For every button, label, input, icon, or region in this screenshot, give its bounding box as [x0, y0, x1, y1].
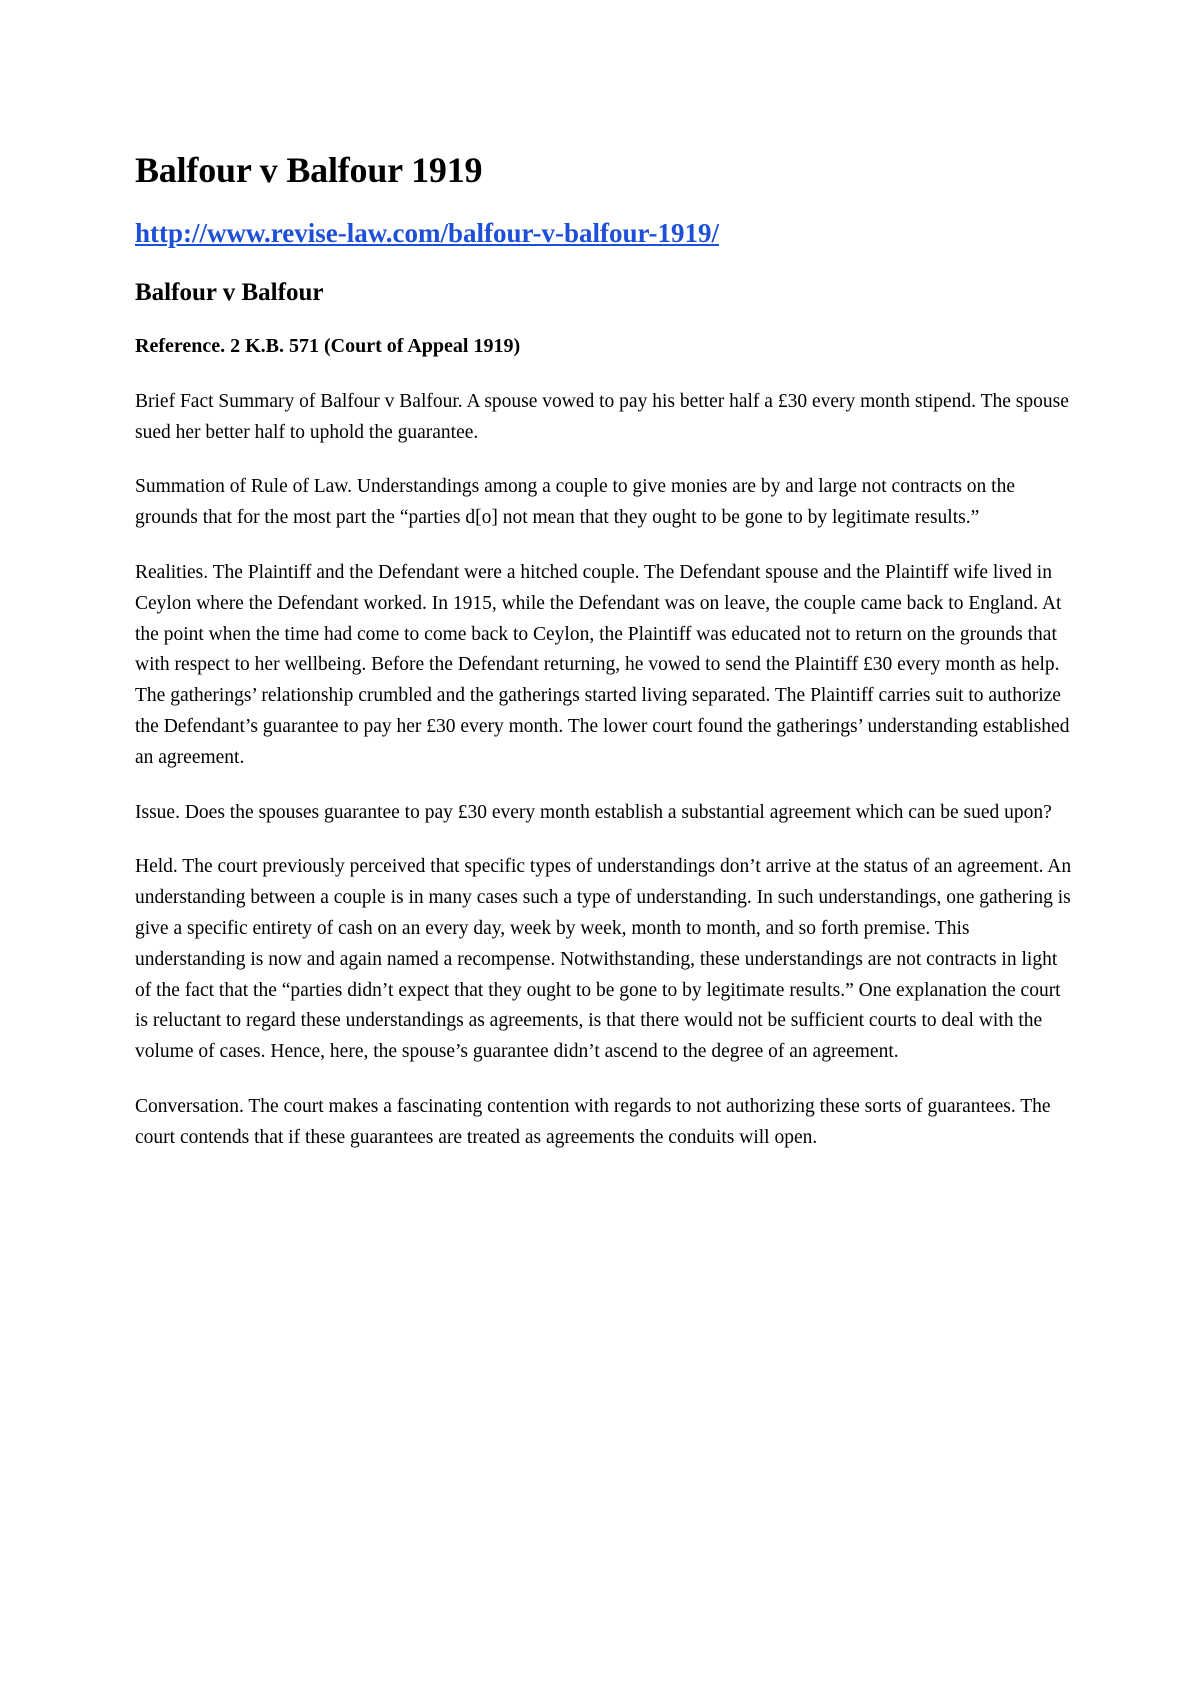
paragraph-rule-of-law: Summation of Rule of Law. Understandings among a couple to give monies are by and large not contracts on the grounds that for the most part the “parties d[o] not mean that they ought to be gone to by legitimate results.”: [135, 476, 1015, 529]
paragraph-issue: Issue. Does the spouses guarantee to pay £30 every month establish a substantial agreement which can be sued upon?: [135, 801, 1052, 823]
page-title: Balfour v Balfour 1919: [135, 150, 483, 190]
paragraph-brief-fact-summary: Brief Fact Summary of Balfour v Balfour. A spouse vowed to pay his better half a £30 every month stipend. The spouse sued her better half to uphold the guarantee.: [135, 390, 1069, 443]
source-url-link[interactable]: http://www.revise-law.com/balfour-v-balfour-1919/: [135, 218, 719, 249]
case-reference-heading: Reference. 2 K.B. 571 (Court of Appeal 1919): [135, 334, 521, 357]
paragraph-facts: Realities. The Plaintiff and the Defendant were a hitched couple. The Defendant spouse and the Plaintiff wife lived in Ceylon where the Defendant worked. In 1915, while the Defendant was on leave, the couple came back to England. At the point when the time had come to come back to Ceylon, the Plaintiff was educated not to return on the grounds that with respect to her wellbeing. Before the Defendant returning, he vowed to send the Plaintiff £30 every month as help. The gatherings’ relationship crumbled and the gatherings started living separated. The Plaintiff carries suit to authorize the Defendant’s guarantee to pay her £30 every month. The lower court found the gatherings’ understanding established an agreement.: [135, 561, 1070, 768]
case-name-heading: Balfour v Balfour: [135, 278, 324, 306]
paragraph-held: Held. The court previously perceived that specific types of understandings don’t arrive at the status of an agreement. An understanding between a couple is in many cases such a type of understanding. In such understandings, one gathering is give a specific entirety of cash on an every day, week by week, month to month, and so forth premise. This understanding is now and again named a recompense. Notwithstanding, these understandings are not contracts in light of the fact that the “parties didn’t expect that they ought to be gone to by legitimate results.” One explanation the court is reluctant to regard these understandings as agreements, is that there would not be sufficient courts to deal with the volume of cases. Hence, here, the spouse’s guarantee didn’t ascend to the degree of an agreement.: [135, 856, 1072, 1063]
paragraph-discussion: Conversation. The court makes a fascinating contention with regards to not authorizing these sorts of guarantees. The court contends that if these guarantees are treated as agreements the conduits will open.: [135, 1095, 1051, 1148]
